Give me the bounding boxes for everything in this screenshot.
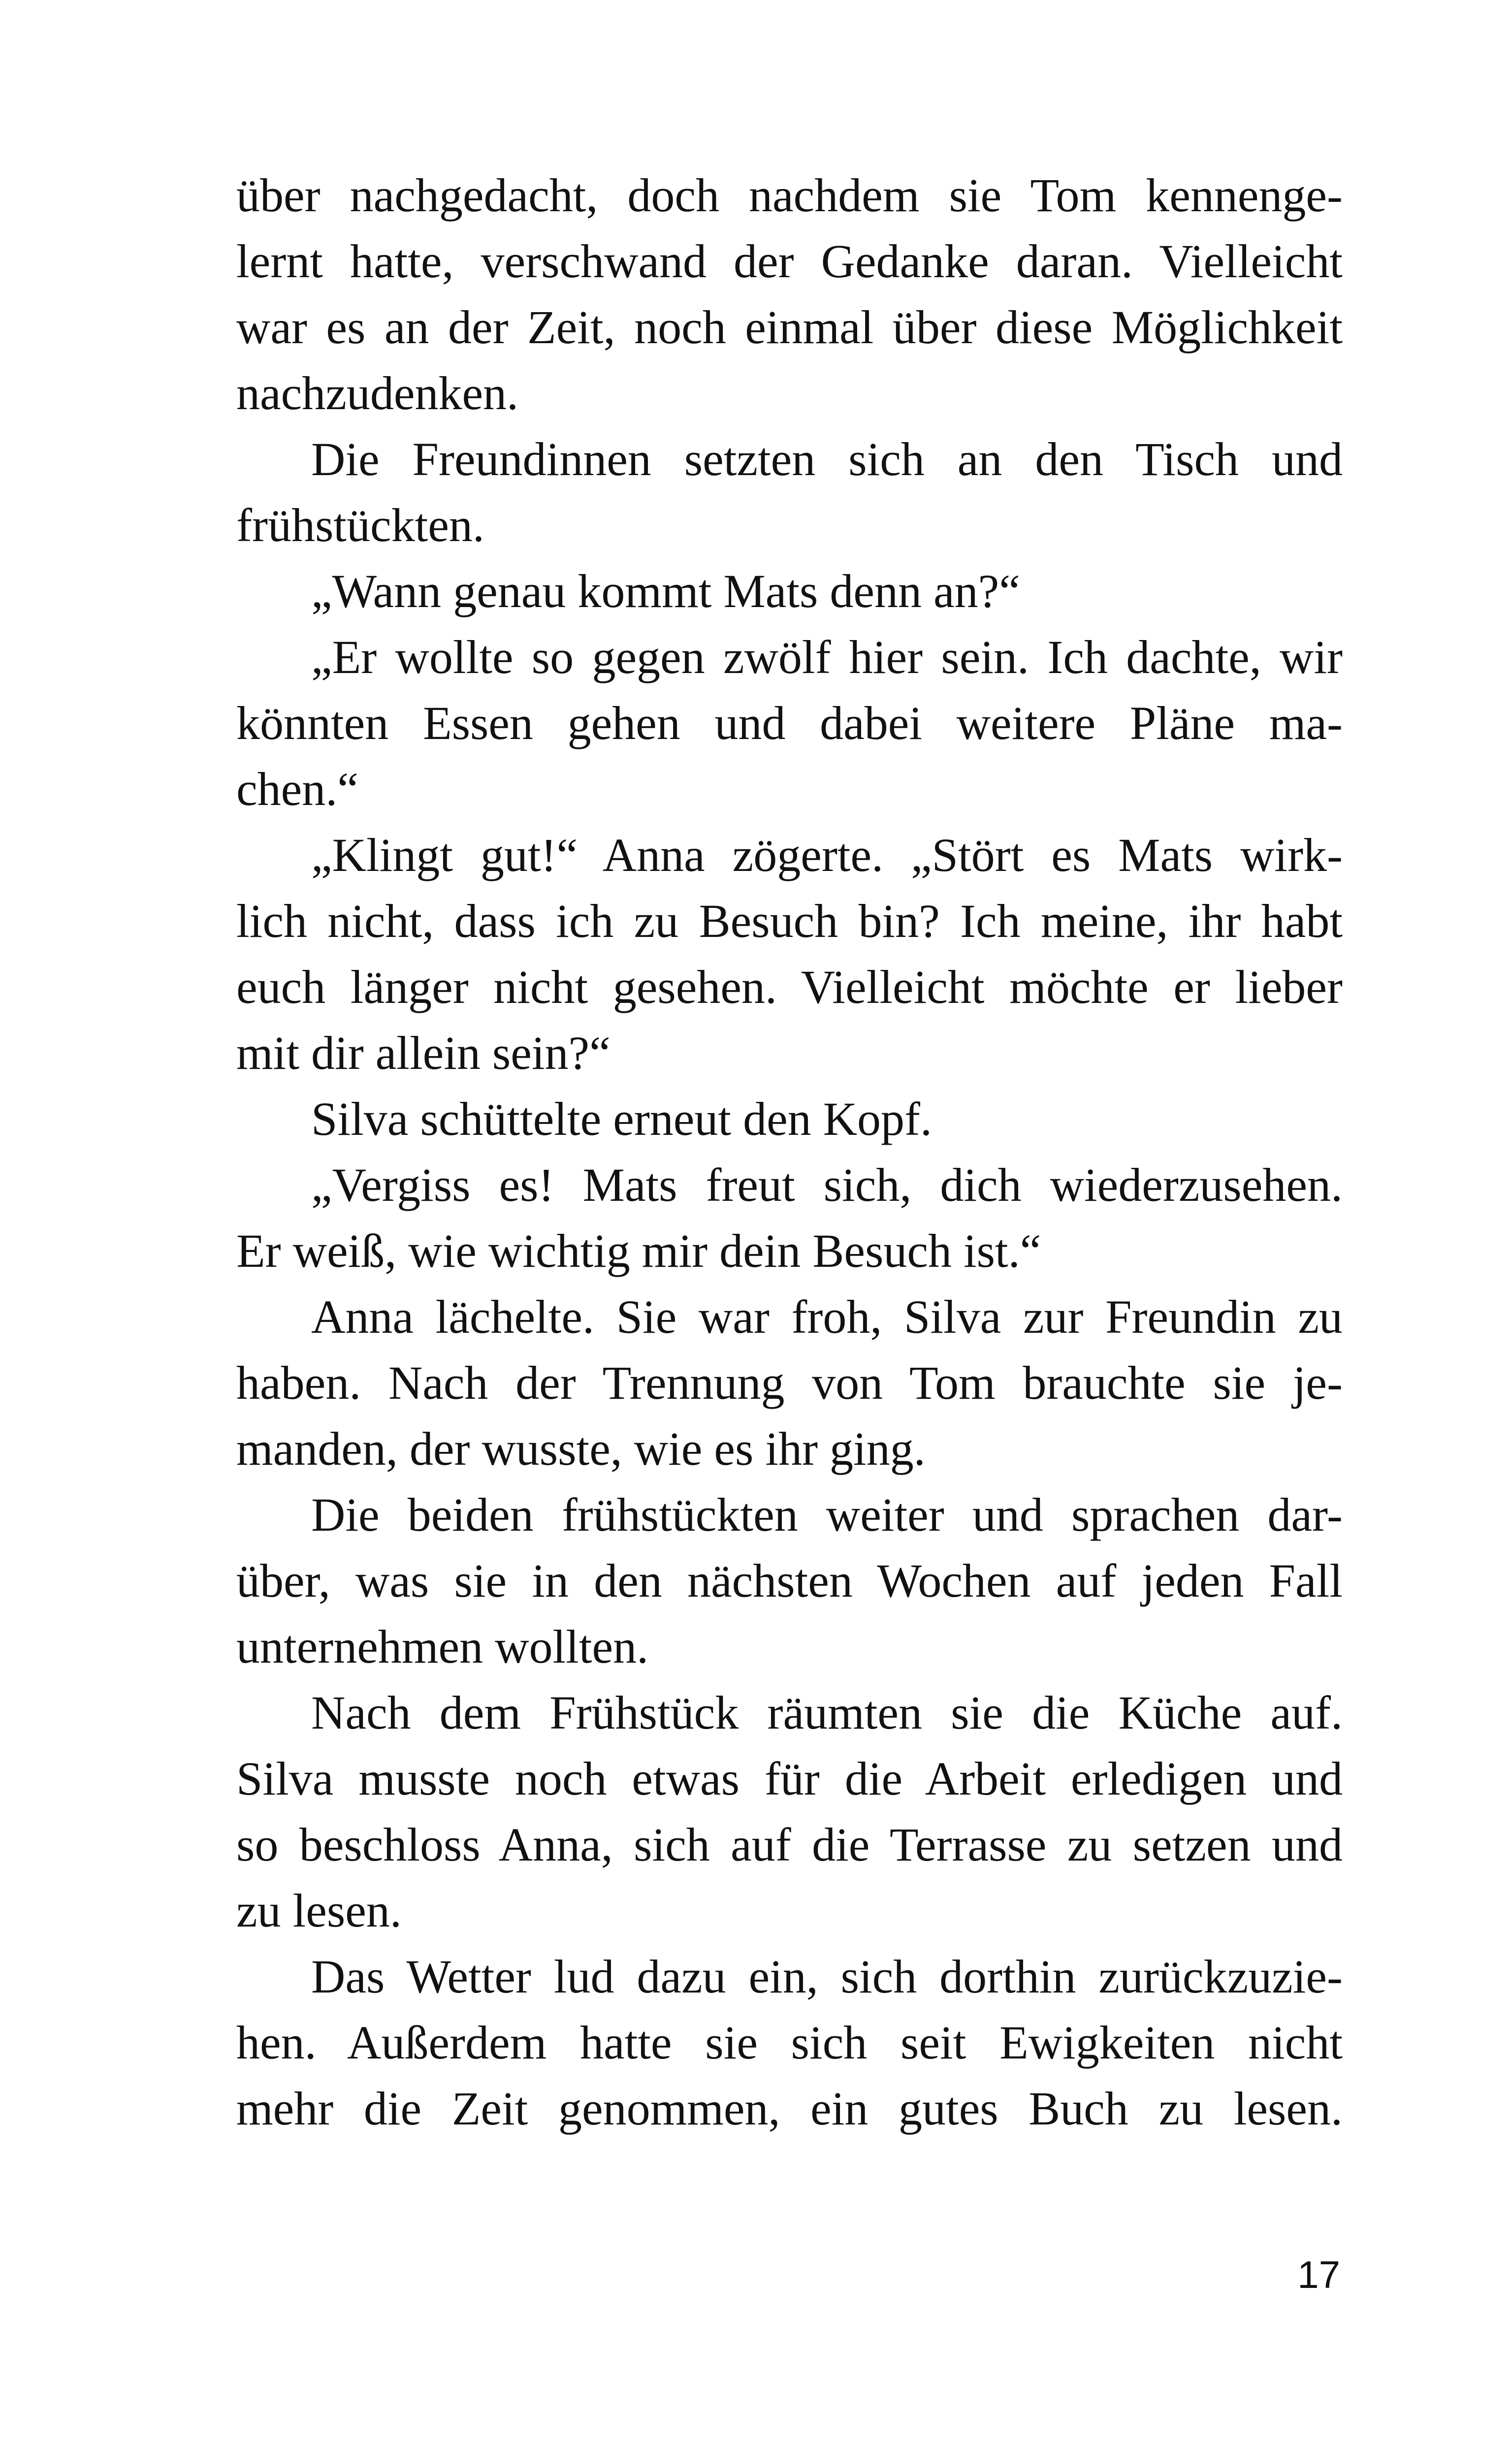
- text-line: mehr die Zeit genommen, ein gutes Buch zu lesen.: [236, 2082, 1343, 2135]
- text-line: „Klingt gut!“ Anna zögerte. „Stört es Mats wirk-: [311, 829, 1343, 881]
- text-line: Er weiß, wie wichtig mir dein Besuch ist.“: [236, 1224, 1041, 1277]
- text-line: Die beiden frühstückten weiter und sprachen dar-: [311, 1488, 1343, 1541]
- text-line: lich nicht, dass ich zu Besuch bin? Ich meine, ihr habt: [236, 895, 1343, 947]
- text-line: „Vergiss es! Mats freut sich, dich wiederzusehen.: [311, 1158, 1343, 1211]
- text-line: manden, der wusste, wie es ihr ging.: [236, 1422, 926, 1475]
- text-line: Silva schüttelte erneut den Kopf.: [311, 1093, 932, 1145]
- text-line: Anna lächelte. Sie war froh, Silva zur Freundin zu: [311, 1290, 1343, 1343]
- text-line: Nach dem Frühstück räumten sie die Küche auf.: [311, 1686, 1343, 1739]
- text-line: hen. Außerdem hatte sie sich seit Ewigkeiten nicht: [236, 2016, 1343, 2069]
- text-line: zu lesen.: [236, 1884, 402, 1937]
- text-line: frühstückten.: [236, 499, 484, 551]
- text-line: war es an der Zeit, noch einmal über diese Möglichkeit: [236, 301, 1343, 354]
- text-line: Die Freundinnen setzten sich an den Tisch und: [311, 433, 1343, 485]
- text-line: euch länger nicht gesehen. Vielleicht möchte er lieber: [236, 961, 1343, 1013]
- text-line: nachzudenken.: [236, 367, 519, 419]
- text-line: „Er wollte so gegen zwölf hier sein. Ich dachte, wir: [311, 631, 1343, 683]
- text-line: haben. Nach der Trennung von Tom brauchte sie je-: [236, 1356, 1343, 1409]
- text-line: „Wann genau kommt Mats denn an?“: [311, 565, 1020, 617]
- text-line: chen.“: [236, 763, 358, 815]
- text-line: Das Wetter lud dazu ein, sich dorthin zurückzuzie-: [311, 1950, 1343, 2003]
- text-line: über, was sie in den nächsten Wochen auf jeden Fall: [236, 1554, 1343, 1607]
- text-line: mit dir allein sein?“: [236, 1027, 611, 1079]
- text-line: könnten Essen gehen und dabei weitere Pläne ma-: [236, 697, 1343, 749]
- text-line: unternehmen wollten.: [236, 1620, 649, 1673]
- text-line: lernt hatte, verschwand der Gedanke daran. Vielleicht: [236, 235, 1343, 288]
- text-line: Silva musste noch etwas für die Arbeit erledigen und: [236, 1752, 1343, 1805]
- text-line: so beschloss Anna, sich auf die Terrasse zu setzen und: [236, 1818, 1343, 1871]
- text-line: über nachgedacht, doch nachdem sie Tom kennenge-: [236, 169, 1343, 222]
- page-number: 17: [1297, 2253, 1340, 2296]
- page-body-text: [236, 162, 1343, 2142]
